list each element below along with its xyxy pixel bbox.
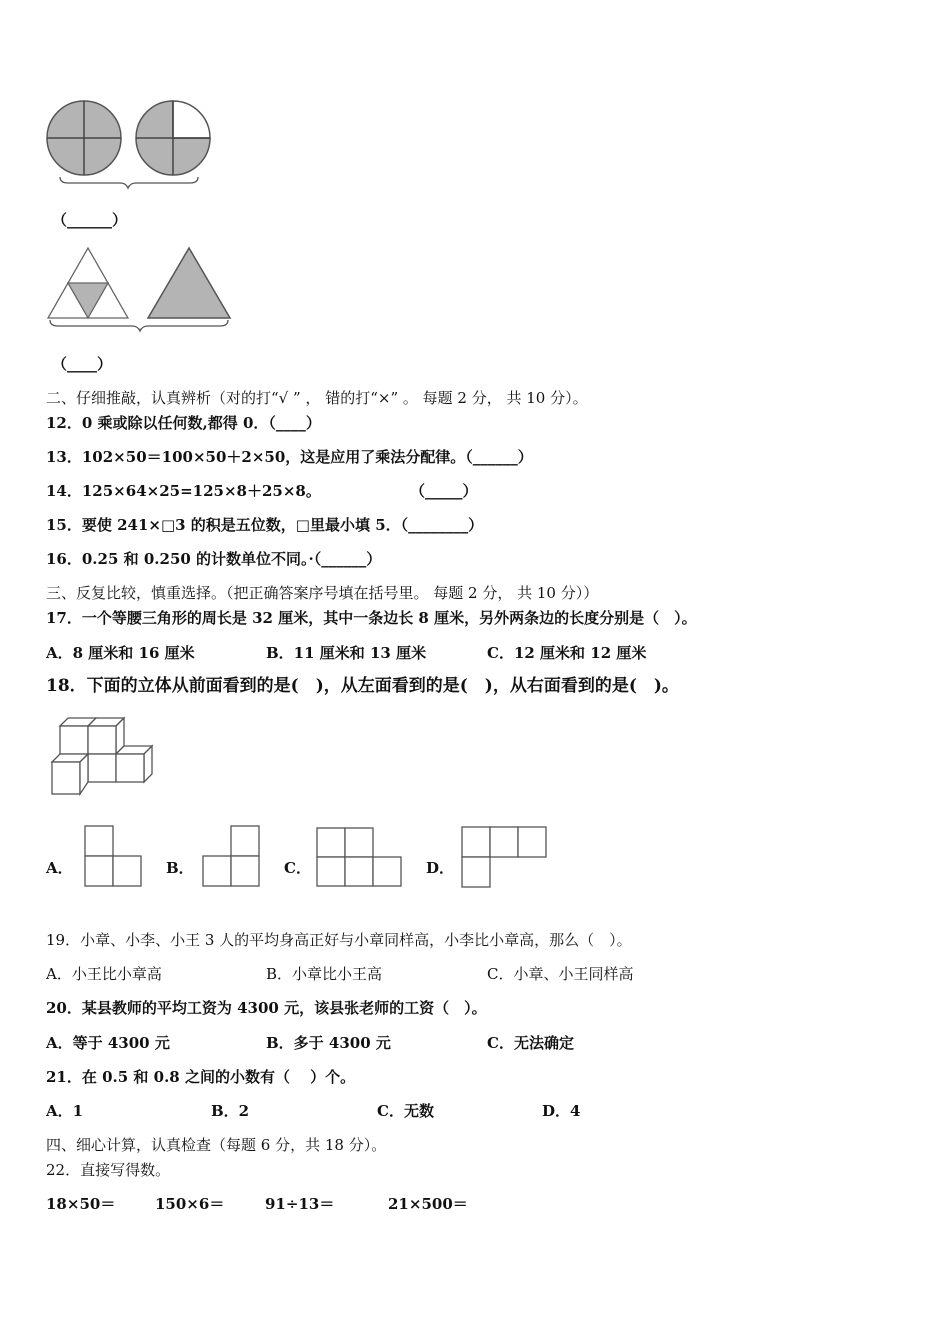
- section-3-heading: 三、反复比较，慎重选择。（把正确答案序号填在括号里。 每题 2 分， 共 10 分））: [46, 584, 599, 602]
- q18-option-c-label[interactable]: C．: [284, 859, 311, 877]
- q20-option-b[interactable]: B．多于 4300 元: [266, 1034, 391, 1052]
- question-14-blank[interactable]: （_____）: [410, 482, 478, 500]
- calc-item-3: 91÷13＝: [265, 1195, 335, 1213]
- section-4-heading: 四、细心计算，认真检查（每题 6 分，共 18 分）。: [46, 1136, 387, 1154]
- calc-item-4: 21×500＝: [388, 1195, 468, 1213]
- q19-option-a[interactable]: A．小王比小章高: [46, 965, 162, 983]
- q21-option-c[interactable]: C．无数: [377, 1102, 434, 1120]
- question-19: 19．小章、小李、小王 3 人的平均身高正好与小章同样高，小李比小章高，那么（ ）。: [46, 931, 632, 949]
- calc-item-2: 150×6＝: [155, 1195, 225, 1213]
- q18-view-a: [84, 824, 144, 888]
- q19-option-c[interactable]: C．小章、小王同样高: [487, 965, 634, 983]
- question-16: 16．0.25 和 0.250 的计数单位不同。·（______）: [46, 550, 382, 568]
- q18-view-b: [201, 824, 261, 888]
- answer-blank-2[interactable]: （____）: [52, 355, 113, 373]
- q18-view-c: [315, 826, 405, 888]
- q20-option-c[interactable]: C．无法确定: [487, 1034, 574, 1052]
- q17-option-a[interactable]: A．8 厘米和 16 厘米: [46, 644, 195, 662]
- q18-option-b-label[interactable]: B．: [166, 859, 194, 877]
- q18-option-a-label[interactable]: A．: [46, 859, 73, 877]
- triangle-full: [148, 248, 230, 318]
- q19-option-b[interactable]: B．小章比小王高: [266, 965, 383, 983]
- question-12: 12．0 乘或除以任何数,都得 0．（____）: [46, 414, 321, 432]
- question-17: 17．一个等腰三角形的周长是 32 厘米，其中一条边长 8 厘米，另外两条边的长度分别是（ ）。: [46, 609, 697, 627]
- q20-option-a[interactable]: A．等于 4300 元: [46, 1034, 170, 1052]
- question-18: 18．下面的立体从前面看到的是( )，从左面看到的是( )，从右面看到的是( )。: [46, 676, 679, 696]
- q17-option-c[interactable]: C．12 厘米和 12 厘米: [487, 644, 647, 662]
- question-15: 15．要使 241×□3 的积是五位数，□里最小填 5．（________）: [46, 516, 484, 534]
- calc-item-1: 18×50＝: [46, 1195, 116, 1213]
- fraction-triangles-figure: [44, 244, 236, 336]
- q21-option-a[interactable]: A．1: [46, 1102, 84, 1120]
- question-22: 22．直接写得数。: [46, 1161, 171, 1179]
- question-13: 13．102×50＝100×50＋2×50，这是应用了乘法分配律。（______）: [46, 448, 533, 466]
- question-21: 21．在 0.5 和 0.8 之间的小数有（ ）个。: [46, 1068, 356, 1086]
- q17-option-b[interactable]: B．11 厘米和 13 厘米: [266, 644, 427, 662]
- brace: [60, 177, 198, 188]
- q18-view-d: [460, 825, 550, 889]
- section-2-heading: 二、仔细推敲，认真辨析（对的打“√ ” ， 错的打“×” 。 每题 2 分， 共 10 分）。: [46, 389, 588, 407]
- brace: [50, 320, 228, 331]
- q21-option-b[interactable]: B．2: [211, 1102, 250, 1120]
- question-20: 20．某县教师的平均工资为 4300 元，该县张老师的工资（ ）。: [46, 999, 487, 1017]
- answer-blank-1[interactable]: （______）: [52, 211, 128, 229]
- q18-option-d-label[interactable]: D．: [426, 859, 455, 877]
- fraction-circles-figure: [44, 98, 216, 190]
- q21-option-d[interactable]: D．4: [542, 1102, 581, 1120]
- question-14: 14．125×64×25=125×8＋25×8。: [46, 482, 321, 500]
- cube-solid-figure: [48, 714, 160, 800]
